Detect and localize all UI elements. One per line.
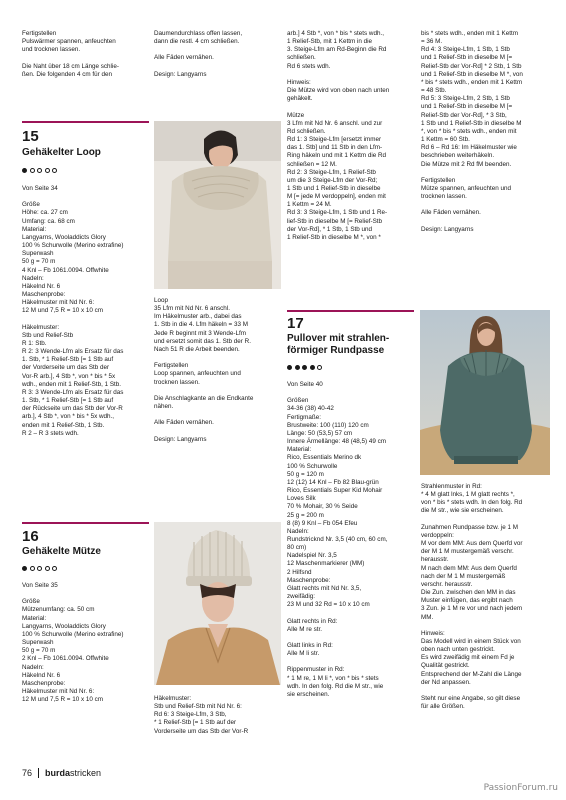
difficulty-dot [30, 168, 35, 173]
difficulty-dot [22, 566, 27, 571]
section-15-left-text: Von Seite 34 Größe Höhe: ca. 27 cm Umfang: ca. 68 cm Material: Langyarns, Wooladdicts Glory 100 % Schurwolle (Merino extrafine) Superwash 50 g = 70 m 4 Knl – Fb 1061.0094. Offwhite Nadeln: Häkelnd Nr. 6 Maschenprobe: Häkelmuster mit Nd Nr. 6: 12 M und 7,5 R = 10 x 10 cm Häkelmuster: Stb und Relief-Stb R 1: Stb. R 2: 3 Wende-Lfm als Ersatz für das 1. Stb, * 1 Relief-Stb [= 1 Stb auf der Vorderseite um das Stb der Vor-R arb.], 4 Stb *, von * bis * 5x wdh., enden mit 1 Relief-Stb, 1 Stb. R 3: 3 Wende-Lfm als Ersatz für das 1. Stb, * 1 Relief-Stb [= 1 Stb auf der Rückseite um das Stb der Vor-R arb.], 4 Stb *, von * bis * 5x wdh., enden mit 1 Relief-Stb, 1 Stb. R 2 – R 3 stets wdh. [22, 185, 124, 437]
section-15-title: Gehäkelter Loop [22, 147, 101, 158]
section-15-difficulty [22, 168, 57, 173]
difficulty-dot [310, 365, 315, 370]
page-footer [22, 768, 101, 778]
section-17-number: 17 [287, 315, 304, 332]
section-15-number: 15 [22, 128, 39, 145]
footer-brand [45, 768, 101, 778]
difficulty-dot [52, 168, 57, 173]
difficulty-dot [45, 566, 50, 571]
difficulty-dot [52, 566, 57, 571]
page-number: 76 [22, 768, 33, 778]
photo-hat [154, 522, 281, 685]
difficulty-dot [287, 365, 292, 370]
footer-separator [38, 768, 39, 778]
section-17-title: Pullover mit strahlen- förmiger Rundpasse [287, 333, 390, 356]
section-16-difficulty [22, 566, 57, 571]
photo-pullover [420, 310, 550, 475]
col2-top-text: Daumendurchlass offen lassen, dann die restl. 4 cm schließen. Alle Fäden vernähen. Design: Langyarns [154, 30, 243, 78]
section-15-rule [22, 121, 149, 123]
section-17-right-text: Strahlenmuster in Rd: * 4 M glatt lnks, 1 M glatt rechts *, von * bis * stets wdh. In den folg. Rd die M str., wie sie erscheinen. Zunahmen Rundpasse bzw. je 1 M verdoppeln: M vor dem MM: Aus dem Querfd vor der M 1 M mustergemäß verschr. herausstr. M nach dem MM: Aus dem Querfd nach der M 1 M mustergemäß verschr. herausstr. Die Zun. zwischen den MM in das Muster einfügen, das ergibt nach 3 Zun. je 1 M re vor und nach jedem MM. Hinweis: Das Modell wird in einem Stück von oben nach unten gestrickt. Es wird zweifädig mit einem Fd je Qualität gestrickt. Entsprechend der M-Zahl die Länge der Nd anpassen. Steht nur eine Angabe, so gilt diese für alle Größen. [421, 483, 523, 711]
difficulty-dot [317, 365, 322, 370]
section-17-rule [287, 310, 414, 312]
col3-top-text: arb.] 4 Stb *, von * bis * stets wdh., 1 Relief-Stb, mit 1 Kettm in die 3. Steige-Lfm am Rd-Beginn die Rd schließen. Rd 6 stets wdh. Hinweis: Die Mütze wird von oben nach unten gehäkelt. Mütze 3 Lfm mit Nd Nr. 6 anschl. und zur Rd schließen. Rd 1: 3 Steige-Lfm [ersetzt immer das 1. Stb] und 11 Stb in den Lfm- Ring häkeln und mit 1 Kettm die Rd schließen = 12 M. Rd 2: 3 Steige-Lfm, 1 Relief-Stb um die 3 Steige-Lfm der Vor-Rd; 1 Stb und 1 Relief-Stb in dieselbe M [= jede M verdoppeln], enden mit 1 Kettm = 24 M. Rd 3: 3 Steige-Lfm, 1 Stb und 1 Re- lief-Stb in dieselbe M [= Relief-Stb der Vor-Rd], * 1 Stb, 1 Stb und 1 Relief-Stb in dieselbe M *, von * [287, 30, 390, 241]
difficulty-dot [37, 566, 42, 571]
difficulty-dot [22, 168, 27, 173]
watermark: PassionForum.ru [483, 783, 558, 793]
section-15-right-text: Loop 35 Lfm mit Nd Nr. 6 anschl. Im Häkelmuster arb., dabei das 1. Stb in die 4. Lfm häkeln = 33 M Jede R beginnt mit 3 Wende-Lfm und ersetzt somit das 1. Stb der R. Nach 51 R die Arbeit beenden. Fertigstellen Loop spannen, anfeuchten und trocknen lassen. Die Anschlagkante an die Endkante nähen. Alle Fäden vernähen. Design: Langyarns [154, 297, 254, 443]
difficulty-dot [30, 566, 35, 571]
footer-brand-bold: burda [45, 768, 71, 778]
footer-brand-rest: stricken [70, 768, 102, 778]
difficulty-dot [45, 168, 50, 173]
section-16-left-text: Von Seite 35 Größe Mützenumfang: ca. 50 cm Material: Langyarns, Wooladdicts Glory 100 % Schurwolle (Merino extrafine) Superwash 50 g = 70 m 2 Knl – Fb 1061.0094. Offwhite Nadeln: Häkelnd Nr. 6 Maschenprobe: Häkelmuster mit Nd Nr. 6: 12 M und 7,5 R = 10 x 10 cm [22, 582, 124, 704]
difficulty-dot [302, 365, 307, 370]
section-16-rule [22, 522, 149, 524]
difficulty-dot [295, 365, 300, 370]
section-17-difficulty [287, 365, 322, 370]
photo-loop [154, 121, 281, 289]
section-17-left-text: Von Seite 40 Größen 34-36 (38) 40-42 Fertigmaße: Brustweite: 100 (110) 120 cm Länge: 50 (53,5) 57 cm Innere Ärmellänge: 48 (48,5) 49 cm Material: Rico, Essentials Merino dk 100 % Schurwolle 50 g = 120 m 12 (12) 14 Knl – Fb 82 Blau-grün Rico, Essentials Super Kid Mohair Loves Silk 70 % Mohair, 30 % Seide 25 g = 200 m 8 (8) 9 Knl – Fb 054 Efeu Nadeln: Rundstricknd Nr. 3,5 (40 cm, 60 cm, 80 cm) Nadelspiel Nr. 3,5 12 Maschenmarkierer (MM) 2 Hilfsnd Maschenprobe: Glatt rechts mit Nd Nr. 3,5, zweifädig: 23 M und 32 Rd = 10 x 10 cm Glatt rechts in Rd: Alle M re str. Glatt links in Rd: Alle M li str. Rippenmuster in Rd: * 1 M re, 1 M li *, von * bis * stets wdh. In den folg. Rd die M str., wie sie erscheinen. [287, 381, 388, 698]
section-16-right-text: Häkelmuster: Stb und Relief-Stb mit Nd Nr. 6: Rd 6: 3 Steige-Lfm, 3 Stb, * 1 Relief-Stb [= 1 Stb auf der Vorderseite um das Stb der Vor-R [154, 695, 249, 735]
section-16-number: 16 [22, 528, 39, 545]
section-16-title: Gehäkelte Mütze [22, 546, 101, 557]
difficulty-dot [37, 168, 42, 173]
col4-top-text: bis * stets wdh., enden mit 1 Kettm = 36 M. Rd 4: 3 Steige-Lfm, 1 Stb, 1 Stb und 1 Relief-Stb in dieselbe M [= Relief-Stb der Vor-Rd] * 2 Stb, 1 Stb und 1 Relief-Stb in dieselbe M *, von * bis * stets wdh., enden mit 1 Kettm = 48 Stb. Rd 5: 3 Steige-Lfm, 2 Stb, 1 Stb und 1 Relief-Stb in dieselbe M [= Relief-Stb der Vor-Rd], * 3 Stb, 1 Stb und 1 Relief-Stb in dieselbe M *, von * bis * stets wdh., enden mit 1 Kettm = 60 Stb. Rd 6 – Rd 16: Im Häkelmuster wie beschrieben weiterhäkeln. Die Mütze mit 2 Rd fM beenden. Fertigstellen Mütze spannen, anfeuchten und trocknen lassen. Alle Fäden vernähen. Design: Langyarns [421, 30, 523, 233]
col1-top-text: Fertigstellen Pulswärmer spannen, anfeuchten und trocknen lassen. Die Naht über 18 cm Länge schlie- ßen. Die folgenden 4 cm für den [22, 30, 119, 78]
